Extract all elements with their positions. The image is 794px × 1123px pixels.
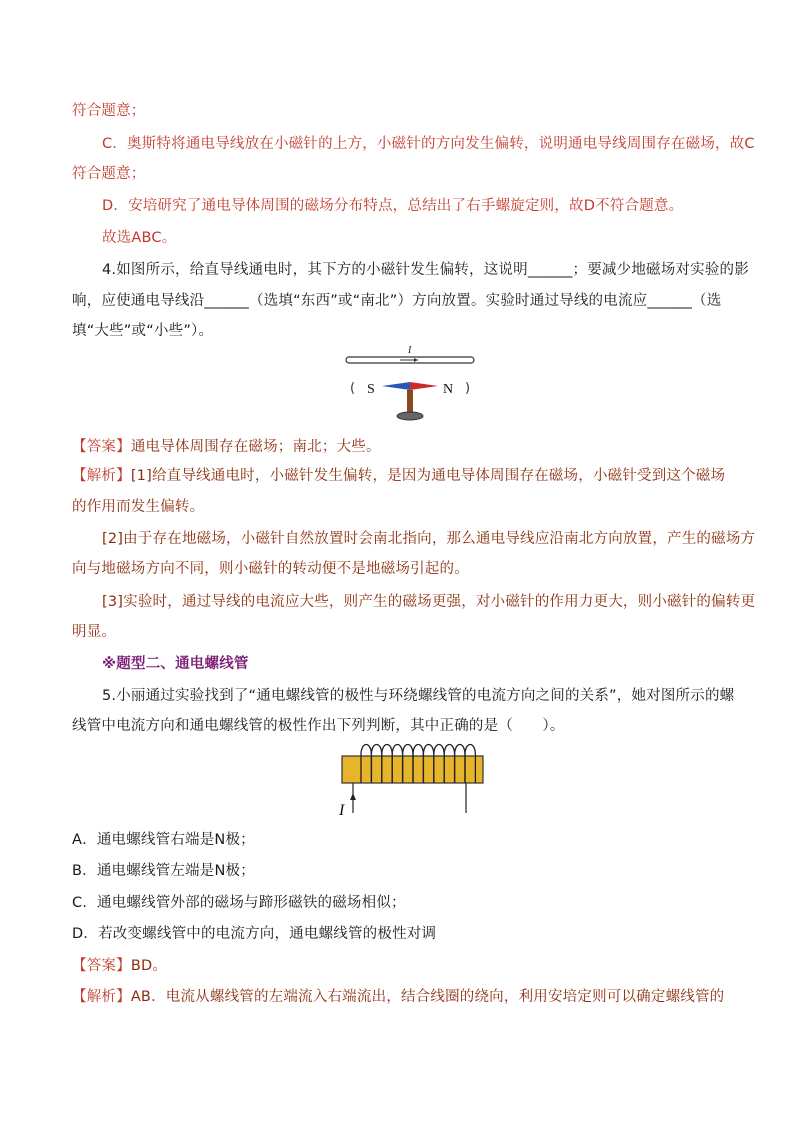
answer-tag: 【答案】 <box>72 439 131 455</box>
svg-text:(: ( <box>350 381 356 396</box>
question-4-text: 4.如图所示，给直导线通电时，其下方的小磁针发生偏转，这说明______；要减少地磁场对实验的影 <box>102 262 749 278</box>
analysis-line: 【解析】[1]给直导线通电时，小磁针发生偏转，是因为通电导体周围存在磁场，小磁针受到这个磁场 <box>72 468 726 484</box>
current-label: I <box>339 802 345 819</box>
option-c: C．通电螺线管外部的磁场与蹄形磁铁的磁场相似； <box>72 895 406 911</box>
compass-base <box>397 412 423 420</box>
needle-south-half <box>382 382 410 390</box>
question-4-text: 响，应使通电导线沿______（选填“东西”或“南北”）方向放置。实验时通过导线的电流应______（选 <box>72 293 722 309</box>
text-line: C．奥斯特将通电导线放在小磁针的上方，小磁针的方向发生偏转，说明通电导线周围存在磁场，故C <box>102 136 755 152</box>
current-label: I <box>408 345 412 356</box>
text-line: 符合题意； <box>72 166 146 182</box>
text-line: D．安培研究了通电导体周围的磁场分布特点，总结出了右手螺旋定则，故D不符合题意。 <box>102 198 684 214</box>
question-5-text: 5.小丽通过实验找到了“通电螺线管的极性与环绕螺线管的电流方向之间的关系”，她对图所示的螺 <box>102 688 735 704</box>
needle-north-half <box>410 382 438 390</box>
question-4-text: 填“大些”或“小些”）。 <box>72 323 214 339</box>
answer-text: BD。 <box>130 958 168 974</box>
solenoid-figure <box>335 743 490 821</box>
analysis-tag: 【解析】 <box>72 468 131 484</box>
answer-line <box>72 437 381 457</box>
answer-line <box>72 956 167 976</box>
svg-text:): ) <box>465 381 471 396</box>
wire-compass-figure <box>340 340 480 430</box>
option-d: D．若改变螺线管中的电流方向，通电螺线管的极性对调 <box>72 926 437 942</box>
south-pole-label: S <box>367 382 375 397</box>
question-5-text: 线管中电流方向和通电螺线管的极性作出下列判断，其中正确的是（ ）。 <box>72 718 565 734</box>
analysis-line: 向与地磁场方向不同，则小磁针的转动便不是地磁场引起的。 <box>72 561 469 577</box>
section-title: ※题型二、通电螺线管 <box>102 656 249 672</box>
analysis-line: [2]由于存在地磁场，小磁针自然放置时会南北指向，那么通电导线应沿南北方向放置，产生的磁场方 <box>102 531 756 547</box>
compass-stand <box>407 390 413 414</box>
analysis-line: 【解析】AB．电流从螺线管的左端流入右端流出，结合线圈的绕向，利用安培定则可以确定螺线管的 <box>72 989 725 1005</box>
text-line: 符合题意； <box>72 103 146 119</box>
analysis-line: [3]实验时，通过导线的电流应大些，则产生的磁场更强，对小磁针的作用力更大，则小磁针的偏转更 <box>102 594 756 610</box>
analysis-line: 的作用而发生偏转。 <box>72 499 205 515</box>
north-pole-label: N <box>443 382 454 397</box>
current-arrow-icon <box>350 793 356 800</box>
answer-text: 通电导体周围存在磁场；南北；大些。 <box>130 439 381 455</box>
option-a: A．通电螺线管右端是N极； <box>72 832 255 848</box>
analysis-line: 明显。 <box>72 624 117 640</box>
option-b: B．通电螺线管左端是N极； <box>72 863 255 879</box>
analysis-tag: 【解析】 <box>72 989 131 1005</box>
answer-tag: 【答案】 <box>72 958 131 974</box>
text-line: 故选ABC。 <box>102 230 177 246</box>
